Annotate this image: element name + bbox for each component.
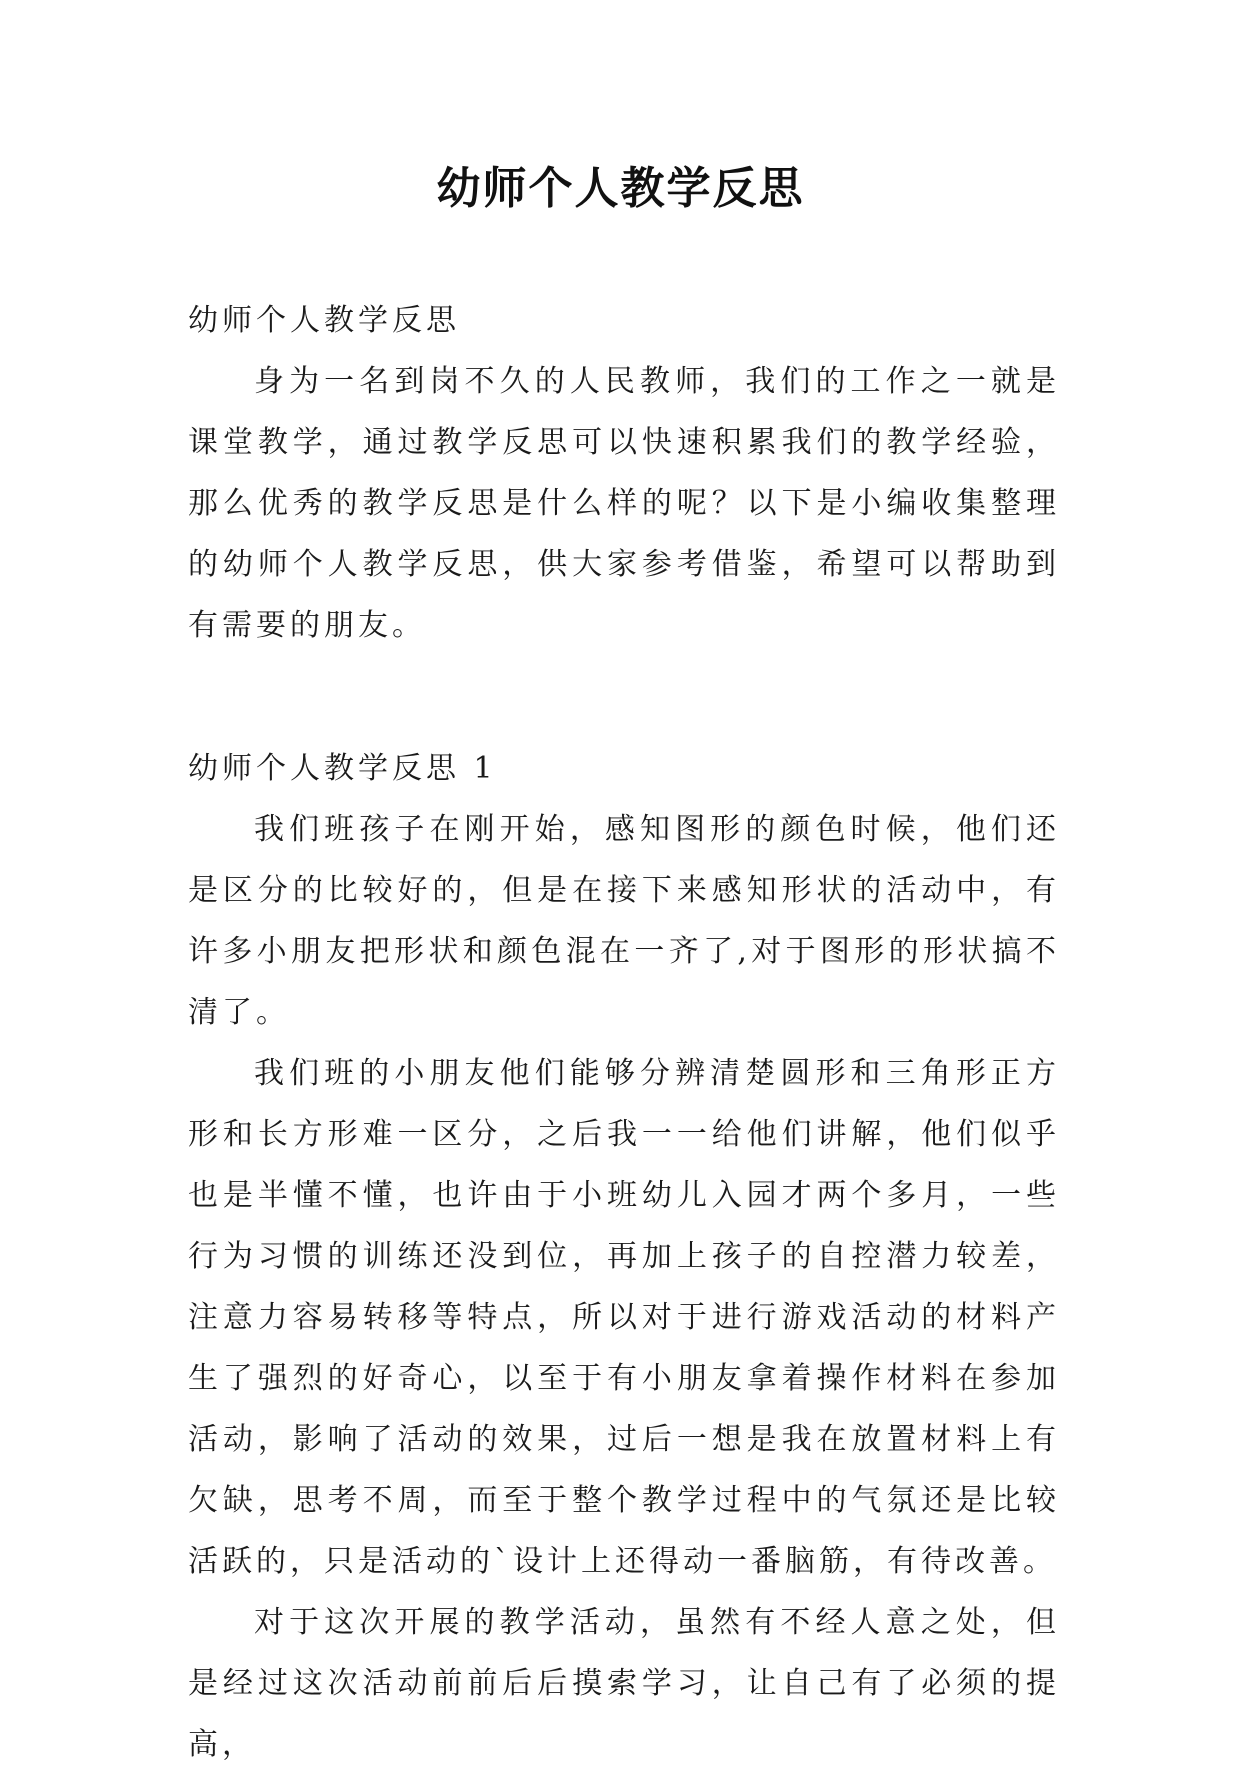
- body-paragraph: 我们班的小朋友他们能够分辨清楚圆形和三角形正方形和长方形难一区分，之后我一一给他们讲解，他们似乎也是半懂不懂，也许由于小班幼儿入园才两个多月，一些行为习惯的训练还没到位，再加上孩子的自控潜力较差，注意力容易转移等特点，所以对于进行游戏活动的材料产生了强烈的好奇心，以至于有小朋友拿着操作材料在参加活动，影响了活动的效果，过后一想是我在放置材料上有欠缺，思考不周，而至于整个教学过程中的气氛还是比较活跃的，只是活动的`设计上还得动一番脑筋，有待改善。: [188, 1056, 1060, 1579]
- document-title: 幼师个人教学反思: [436, 163, 805, 214]
- document-body: [188, 290, 1060, 1775]
- section-spacer: [188, 656, 1060, 738]
- section-heading: 幼师个人教学反思 1: [188, 751, 497, 786]
- body-paragraph: 我们班孩子在刚开始，感知图形的颜色时候，他们还是区分的比较好的，但是在接下来感知形状的活动中，有许多小朋友把形状和颜色混在一齐了,对于图形的形状搞不清了。: [188, 812, 1060, 1030]
- body-paragraph: 对于这次开展的教学活动，虽然有不经人意之处，但是经过这次活动前前后后摸索学习，让自己有了必须的提高，: [188, 1605, 1060, 1762]
- intro-paragraph: 身为一名到岗不久的人民教师，我们的工作之一就是课堂教学，通过教学反思可以快速积累我们的教学经验，那么优秀的教学反思是什么样的呢？以下是小编收集整理的幼师个人教学反思，供大家参考借鉴，希望可以帮助到有需要的朋友。: [188, 364, 1060, 643]
- subtitle: 幼师个人教学反思: [188, 303, 460, 338]
